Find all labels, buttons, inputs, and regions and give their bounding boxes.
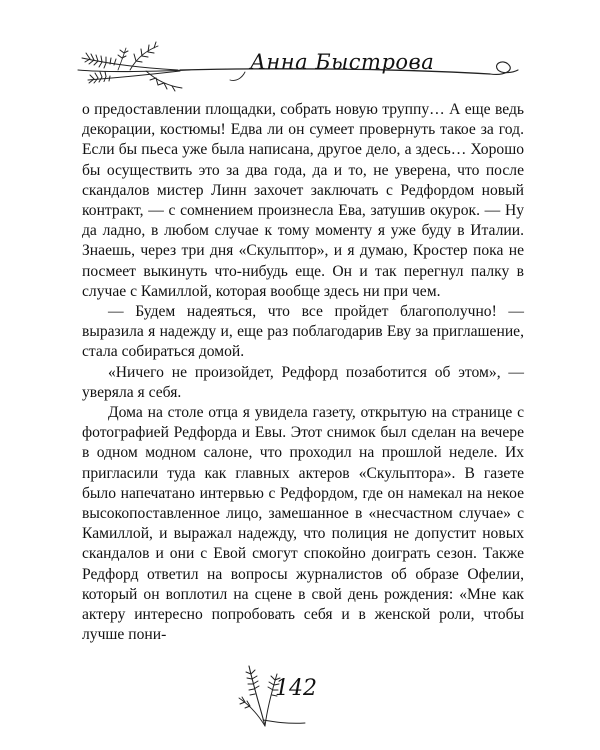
running-header [60,28,530,98]
paragraph-dialogue: — Будем надеяться, что все пройдет благополучно! — выразила я надежду и, еще раз поблагодарив Еву за приглашение, стала собираться домой. [82,303,524,361]
running-header-author: Анна Быстрова [250,50,435,74]
page-footer [0,660,600,730]
paragraph-narrative: Дома на столе отца я увидела газету, открытую на странице с фотографией Редфорда и Евы. Этот снимок был сделан на вечере в одном модном салоне, что проходил на прошлой неделе. Их пригласили туда как главных актеров «Скульптора». В газете было напечатано интервью с Редфордом, где он намекал на некое высокопоставленное лицо, замешанное в «несчастном случае» с Камиллой, и выражал надежду, что полиция не допустит новых скандалов и они с Евой смогут спокойно доиграть сезон. Также Редфорд ответил на вопросы журналистов об образе Офелии, который он воплотил на сцене в свой день рождения: «Мне как актеру интересно попробовать себя и в женской роли, чтобы лучше пони- [82,404,524,644]
paragraph-thought: «Ничего не произойдет, Редфорд позаботится об этом», — уверяла я себя. [82,363,524,401]
paragraph-continuation: о предоставлении площадки, собрать новую труппу… А еще ведь декорации, костюмы! Едва ли он сумеет провернуть такое за год. Если бы пьеса уже была написана, другое дело, а здесь… Хорошо бы осуществить это за два года, да и то, не уверена, что после скандалов мистер Линн захочет заключать с Редфордом новый контракт, — с сомнением произнесла Ева, затушив окурок. — Ну да ладно, в любом случае к тому моменту я уже буду в Италии. Знаешь, через три дня «Скульптор», и я думаю, Кростер пока не посмеет выкинуть что-нибудь еще. Он и так перегнул палку в случае с Камиллой, которая вообще здесь ни при чем. [82,101,524,300]
page-number: 142 [275,676,317,701]
body-text [82,100,524,645]
